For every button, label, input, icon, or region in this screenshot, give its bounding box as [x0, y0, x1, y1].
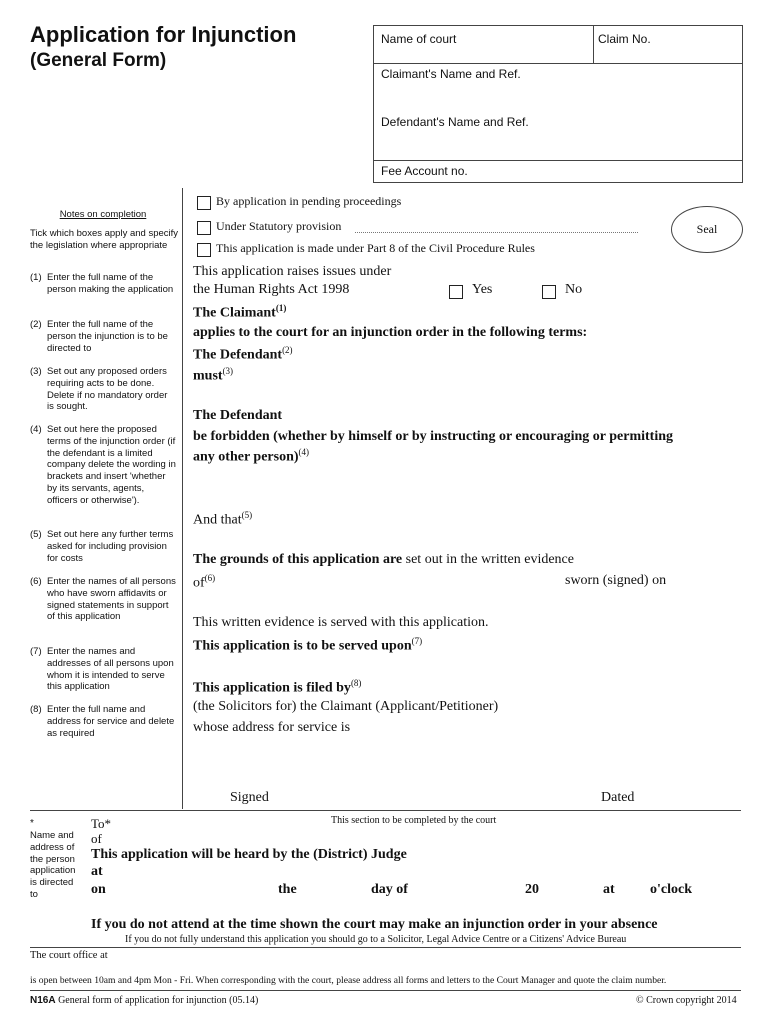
the-label: the — [278, 882, 297, 897]
directed-to-note: Name and address of the person application is directed to — [30, 830, 76, 900]
served-upon-text: This application is to be served upon$^{(7)}$ — [193, 636, 423, 654]
form-title: Application for Injunction — [30, 22, 297, 47]
name-of-court-field[interactable]: Name of court — [381, 32, 457, 46]
dated-label: Dated — [601, 790, 635, 805]
claimant-label: The Claimant$^{(1)}$ — [193, 303, 287, 321]
header-box — [373, 25, 743, 183]
part8-label: This application is made under Part 8 of the Civil Procedure Rules — [216, 241, 535, 255]
defendant-name-field[interactable]: Defendant's Name and Ref. — [381, 115, 529, 129]
statutory-provision-input[interactable] — [355, 232, 638, 233]
statutory-provision-label: Under Statutory provision — [216, 219, 342, 233]
must-label: must$^{(3)}$ — [193, 366, 234, 384]
fee-account-field[interactable]: Fee Account no. — [381, 164, 468, 178]
note-item: (3) Set out any proposed orders requiring acts to be done. Delete if no mandatory order is sought. — [30, 366, 168, 413]
section-divider — [30, 810, 741, 811]
on-label: on — [91, 882, 106, 897]
sworn-label: sworn (signed) on — [565, 573, 667, 588]
pending-proceedings-checkbox[interactable] — [197, 196, 211, 210]
court-section-note: This section to be completed by the court — [331, 815, 497, 826]
form-code: N16A — [30, 995, 56, 1006]
forbidden-text-1: be forbidden (whether by himself or by instructing or encouraging or permitting — [193, 429, 674, 444]
footer-form-ref — [30, 995, 258, 1006]
form-description: General form of application for injunction (05.14) — [58, 995, 259, 1006]
evidence-of-label: $of^{(6)}$ — [193, 573, 216, 591]
hra-yes-label: Yes — [472, 282, 493, 297]
heard-by-text: This application will be heard by the (District) Judge — [91, 847, 407, 862]
to-label: To* — [91, 816, 112, 831]
claimant-name-field[interactable]: Claimant's Name and Ref. — [381, 67, 521, 81]
part8-checkbox[interactable] — [197, 243, 211, 257]
forbidden-text-2: any other person)$^{(4)}$ — [193, 447, 310, 465]
header-rule — [374, 63, 742, 64]
filed-by-text: This application is filed $by^{(8)}$ — [193, 678, 362, 696]
at-label: at — [91, 864, 103, 879]
court-seal: Seal — [671, 206, 743, 253]
notes-intro: Tick which boxes apply and specify the legislation where appropriate — [30, 228, 179, 251]
claim-no-field[interactable]: Claim No. — [598, 32, 651, 46]
note-item: (5) Set out here any further terms asked for including provision for costs — [30, 529, 174, 564]
office-hours-text: is open between 10am and 4pm Mon - Fri. When corresponding with the court, please address all forms and letters to the Court Manager and quote the claim number. — [30, 975, 667, 986]
header-rule — [374, 160, 742, 161]
grounds-text: The grounds of this application are set out in the written evidence — [193, 552, 574, 567]
of-label: of — [91, 831, 102, 846]
note-item: (4) Set out here the proposed terms of the injunction order (if the defendant is a limited company delete the wording in brackets and insert 'whether by its servants, agents, officers or otherwise'). — [30, 424, 176, 506]
form-subtitle: (General Form) — [30, 50, 167, 71]
note-item: (1) Enter the full name of the person making the application — [30, 272, 174, 295]
year-label: 20 — [525, 882, 539, 897]
oclock-label: o'clock — [650, 882, 692, 897]
hra-line2: the Human Rights Act 1998 — [193, 282, 350, 297]
defendant-label: The Defendant$^{(2)}$ — [193, 345, 293, 363]
header-divider — [593, 26, 594, 63]
warning-text: If you do not attend at the time shown the court may make an injunction order in your absence — [91, 917, 658, 932]
footer-divider — [30, 990, 741, 991]
address-for-service-text: whose address for service is — [193, 720, 351, 735]
column-divider — [182, 188, 183, 809]
solicitors-text: (the Solicitors for) the Claimant (Applicant/Petitioner) — [193, 699, 499, 714]
signed-label: Signed — [230, 790, 269, 805]
note-item: (7) Enter the names and addresses of all persons upon whom it is intended to serve this application — [30, 646, 174, 693]
hra-yes-checkbox[interactable] — [449, 285, 463, 299]
note-item: (2) Enter the full name of the person the injunction is to be directed to — [30, 319, 168, 354]
and-that-label: And that$^{(5)}$ — [193, 510, 253, 528]
copyright-text: © Crown copyright 2014 — [636, 995, 737, 1006]
hra-no-checkbox[interactable] — [542, 285, 556, 299]
note-item: (6) Enter the names of all persons who have sworn affidavits or signed statements in support of this application — [30, 576, 176, 623]
hra-no-label: No — [565, 282, 583, 297]
advice-text: If you do not fully understand this application you should go to a Solicitor, Legal Advice Centre or a Citizens' Advice Bureau — [125, 934, 627, 945]
day-of-label: day of — [371, 882, 408, 897]
hra-line1: This application raises issues under — [193, 264, 392, 279]
defendant-label-2: The Defendant — [193, 408, 283, 423]
served-with-text: This written evidence is served with this application. — [193, 615, 489, 630]
note-item: (8) Enter the full name and address for service and delete as required — [30, 704, 175, 739]
statutory-provision-checkbox[interactable] — [197, 221, 211, 235]
court-office-label: The court office at — [30, 950, 108, 961]
notes-heading: Notes on completion — [59, 209, 147, 220]
section-divider — [30, 947, 741, 948]
asterisk-marker: * — [30, 818, 34, 829]
at-time-label: at — [603, 882, 615, 897]
applies-text: applies to the court for an injunction order in the following terms: — [193, 325, 588, 340]
pending-proceedings-label: By application in pending proceedings — [216, 194, 402, 208]
